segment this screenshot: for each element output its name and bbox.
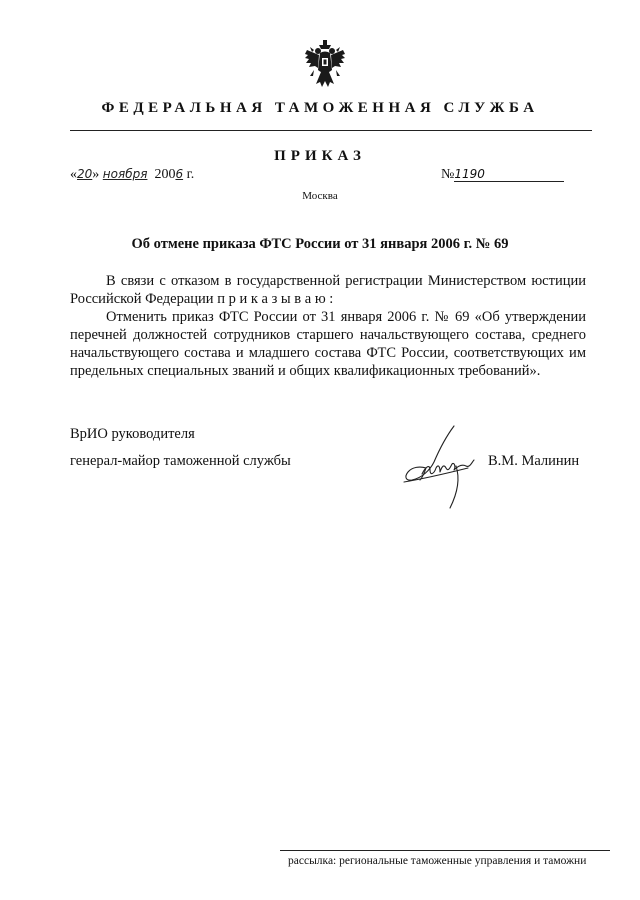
distribution-list: рассылка: региональные таможенные управления и таможни bbox=[288, 855, 587, 867]
date-open-quote: « bbox=[70, 167, 77, 182]
document-number bbox=[441, 167, 564, 183]
header-divider bbox=[70, 130, 592, 131]
number-sign: № bbox=[441, 167, 455, 182]
date-close-quote: » bbox=[92, 167, 100, 182]
number-value: 1190 bbox=[454, 167, 564, 182]
document-type: ПРИКАЗ bbox=[274, 148, 366, 164]
document-city: Москва bbox=[302, 190, 338, 202]
signer-position-line-2: генерал-майор таможенной службы bbox=[70, 453, 291, 469]
body-paragraph-1: В связи с отказом в государственной регистрации Министерством юстиции Российской Федерации п р и к а з ы в а ю : bbox=[70, 273, 586, 307]
signer-position-line-1: ВрИО руководителя bbox=[70, 426, 195, 442]
handwritten-signature-icon bbox=[396, 422, 486, 512]
signer-name: В.М. Малинин bbox=[488, 453, 580, 469]
date-year-suffix: 6 bbox=[175, 167, 184, 181]
double-headed-eagle-emblem bbox=[304, 40, 346, 90]
date-year-prefix: 200 bbox=[154, 167, 176, 182]
body-paragraph-2: Отменить приказ ФТС России от 31 января 2006 г. № 69 «Об утверждении перечней должностей сотрудников старшего начальствующего состава, среднего начальствующего состава и младшего состава ФТС России, соответствующих им предельных специальных званий и общих квалификационных требований». bbox=[70, 309, 586, 379]
document-body bbox=[70, 272, 586, 380]
date-year-mark: г. bbox=[186, 167, 195, 182]
footer-divider bbox=[280, 850, 610, 851]
date-day: 20 bbox=[77, 167, 93, 181]
document-date bbox=[70, 167, 194, 183]
document-title: Об отмене приказа ФТС России от 31 января 2006 г. № 69 bbox=[131, 236, 509, 252]
date-month: ноября bbox=[102, 167, 148, 181]
organization-name: ФЕДЕРАЛЬНАЯ ТАМОЖЕННАЯ СЛУЖБА bbox=[101, 100, 539, 116]
